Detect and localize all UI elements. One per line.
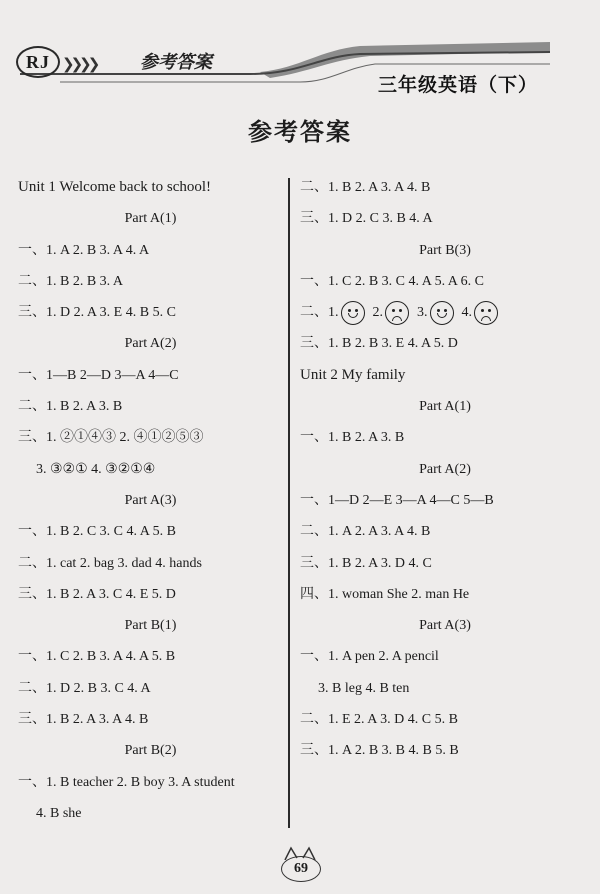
answer-line: 三、1. ②①④③ 2. ④①②⑤③ <box>18 430 204 446</box>
answer-prefix: 二、1. <box>300 305 339 321</box>
unit-heading: Unit 2 My family <box>300 366 406 383</box>
part-heading: Part A(3) <box>419 618 471 634</box>
answer-line-continued: 3. B leg 4. B ten <box>318 680 410 696</box>
left-answer-column <box>18 172 283 829</box>
page-number-badge <box>267 846 333 882</box>
face-number: 2. <box>372 305 383 321</box>
face-number: 3. <box>417 305 428 321</box>
answer-line: 二、1. E 2. A 3. D 4. C 5. B <box>300 712 458 728</box>
answer-line: 一、1. C 2. B 3. C 4. A 5. A 6. C <box>300 273 484 289</box>
grade-subject: 三年级英语（下） <box>378 74 539 96</box>
answer-line: 一、1. B teacher 2. B boy 3. A student <box>18 774 235 790</box>
answer-line-continued: 3. ③②① 4. ③②①④ <box>36 461 156 477</box>
answer-line: 一、1. B 2. A 3. B <box>300 430 405 446</box>
page-number: 69 <box>281 856 321 882</box>
part-heading: Part B(1) <box>124 618 177 634</box>
smiley-face-icon <box>341 301 365 325</box>
answer-line: 一、1. A 2. B 3. A 4. A <box>18 242 150 258</box>
answer-line: 二、1. A 2. A 3. A 4. B <box>300 524 431 540</box>
answer-line: 二、1. cat 2. bag 3. dad 4. hands <box>18 555 202 571</box>
part-heading: Part A(1) <box>124 211 177 227</box>
answer-line-faces <box>300 297 590 328</box>
column-divider <box>288 178 290 828</box>
answer-line: 二、1. D 2. B 3. C 4. A <box>18 680 151 696</box>
sad-face-icon <box>474 301 498 325</box>
answer-line: 三、1. B 2. B 3. E 4. A 5. D <box>300 336 458 352</box>
answer-line: 一、1—D 2—E 3—A 4—C 5—B <box>300 492 494 508</box>
answer-line: 二、1. B 2. A 3. A 4. B <box>300 180 431 195</box>
part-heading: Part A(1) <box>419 399 471 415</box>
answer-line-continued: 4. B she <box>36 805 82 821</box>
answer-line: 二、1. B 2. A 3. B <box>18 399 123 415</box>
answer-line: 一、1. B 2. C 3. C 4. A 5. B <box>18 524 176 540</box>
smiley-face-icon <box>430 301 454 325</box>
part-heading: Part A(3) <box>124 492 177 508</box>
part-heading: Part A(2) <box>419 461 471 477</box>
unit-heading: Unit 1 Welcome back to school! <box>18 179 212 195</box>
answer-line: 三、1. B 2. A 3. C 4. E 5. D <box>18 586 176 602</box>
sad-face-icon <box>385 301 409 325</box>
part-heading: Part B(3) <box>419 242 471 258</box>
face-number: 4. <box>461 305 472 321</box>
answer-line: 四、1. woman She 2. man He <box>300 586 470 602</box>
answer-line: 三、1. D 2. C 3. B 4. A <box>300 211 433 227</box>
publisher-logo: RJ <box>16 46 60 78</box>
answer-line: 三、1. D 2. A 3. E 4. B 5. C <box>18 305 176 321</box>
answer-line: 三、1. B 2. A 3. A 4. B <box>18 712 149 728</box>
chevron-decoration-icon: ❯❯❯❯ <box>62 55 97 73</box>
page-title: 参考答案 <box>248 117 352 146</box>
header-label: 参考答案 <box>140 52 212 73</box>
part-heading: Part A(2) <box>124 336 177 352</box>
answer-line: 二、1. B 2. B 3. A <box>18 273 124 289</box>
right-answer-column <box>300 172 590 767</box>
answer-line: 一、1. C 2. B 3. A 4. A 5. B <box>18 649 176 665</box>
answer-line: 一、1—B 2—D 3—A 4—C <box>18 367 179 383</box>
answer-line: 一、1. A pen 2. A pencil <box>300 649 439 665</box>
answer-line: 三、1. B 2. A 3. D 4. C <box>300 555 432 571</box>
answer-line: 三、1. A 2. B 3. B 4. B 5. B <box>300 743 459 759</box>
part-heading: Part B(2) <box>124 743 177 759</box>
